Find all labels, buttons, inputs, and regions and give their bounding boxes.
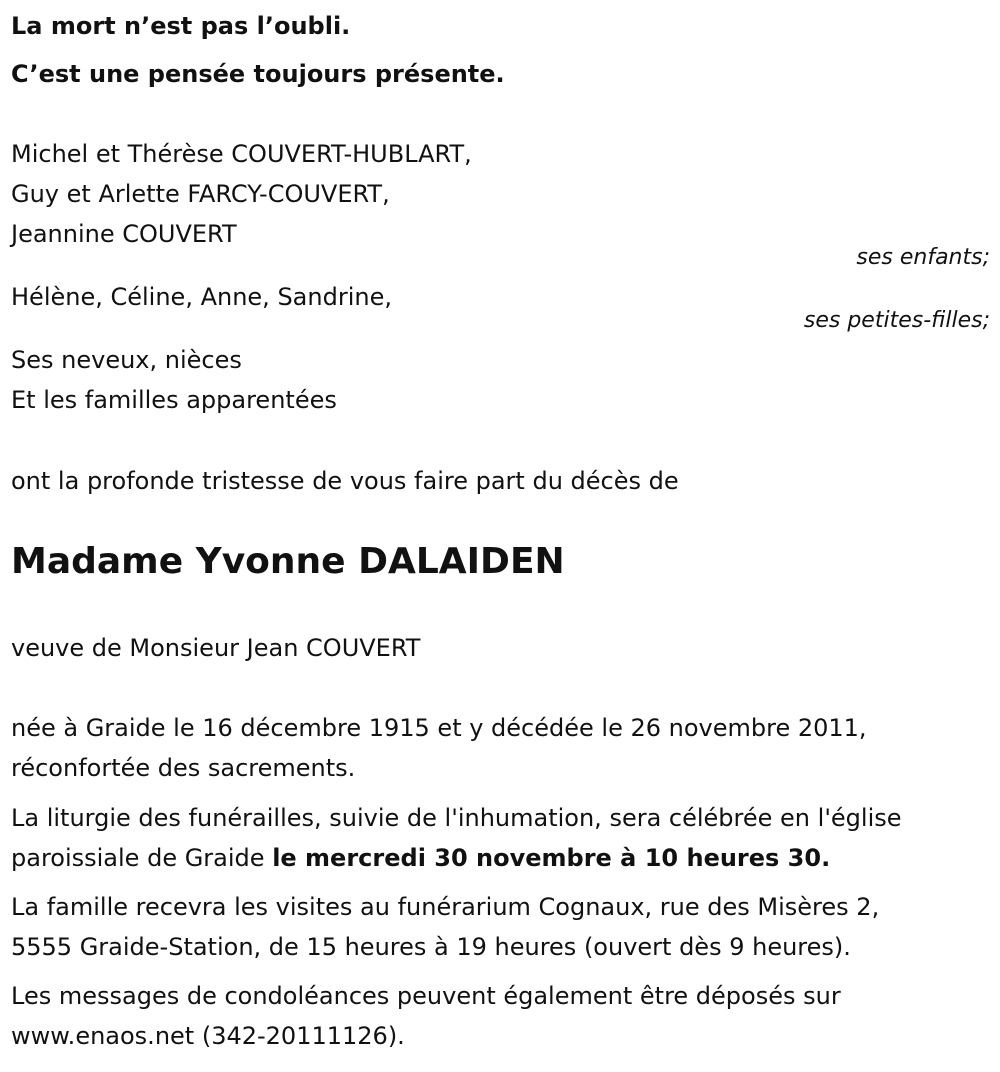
visits-line-1: La famille recevra les visites au funérarium Cognaux, rue des Misères 2, <box>11 893 880 921</box>
announcement-text: ont la profonde tristesse de vous faire part du décès de <box>11 467 679 495</box>
widow-of-line: veuve de Monsieur Jean COUVERT <box>11 634 421 662</box>
condolences-line-1: Les messages de condoléances peuvent également être déposés sur <box>11 982 841 1010</box>
visits-line-2: 5555 Graide-Station, de 15 heures à 19 heures (ouvert dès 9 heures). <box>11 933 851 961</box>
epigraph-line-1: La mort n’est pas l’oubli. <box>11 12 351 40</box>
condolences-line-2: www.enaos.net (342-20111126). <box>11 1022 405 1050</box>
deceased-name: Madame Yvonne DALAIDEN <box>11 541 565 582</box>
grandchildren-role-label: ses petites-filles; <box>803 308 990 333</box>
relatives-line-2: Et les familles apparentées <box>11 386 337 414</box>
funeral-line-2 <box>11 843 830 873</box>
funeral-line-1: La liturgie des funérailles, suivie de l'inhumation, sera célébrée en l'église <box>11 804 902 832</box>
child-family-1: Michel et Thérèse COUVERT-HUBLART, <box>11 140 472 168</box>
funeral-date-time: le mercredi 30 novembre à 10 heures 30. <box>272 844 831 872</box>
funeral-place-text: paroissiale de Graide <box>11 844 273 872</box>
epigraph-line-2: C’est une pensée toujours présente. <box>11 60 505 88</box>
child-family-3: Jeannine COUVERT <box>11 220 237 248</box>
birth-death-line-1: née à Graide le 16 décembre 1915 et y décédée le 26 novembre 2011, <box>11 714 867 742</box>
children-role-label: ses enfants; <box>856 245 990 270</box>
grandchildren-names: Hélène, Céline, Anne, Sandrine, <box>11 283 392 311</box>
child-family-2: Guy et Arlette FARCY-COUVERT, <box>11 180 390 208</box>
birth-death-line-2: réconfortée des sacrements. <box>11 754 356 782</box>
relatives-line-1: Ses neveux, nièces <box>11 346 242 374</box>
